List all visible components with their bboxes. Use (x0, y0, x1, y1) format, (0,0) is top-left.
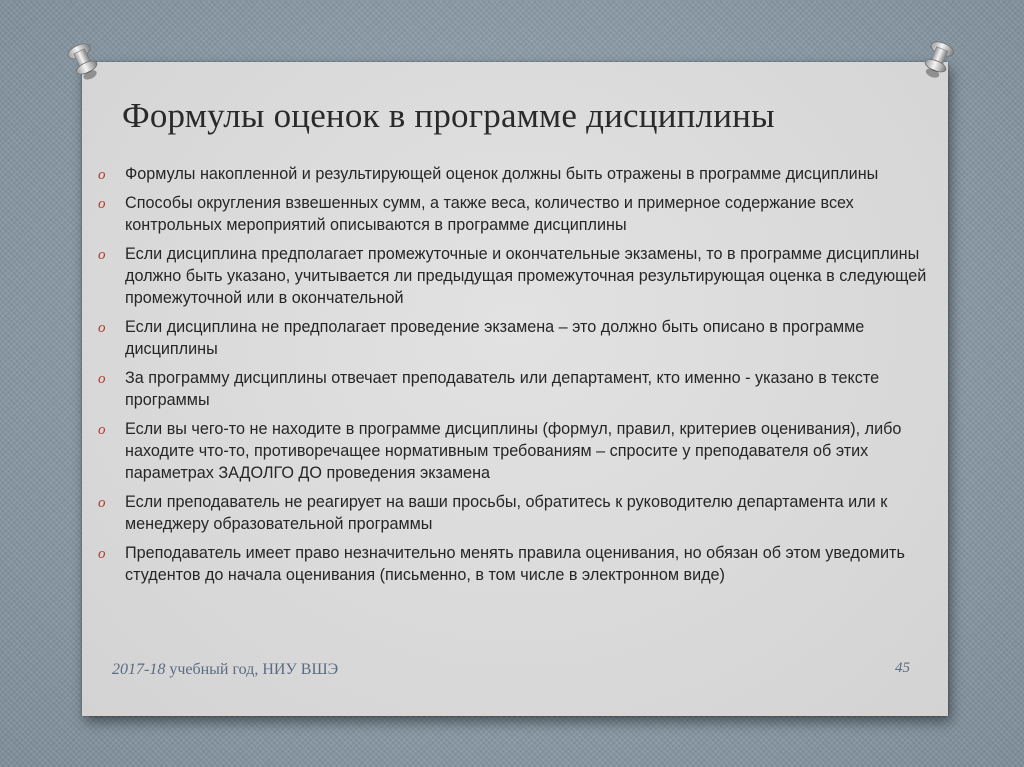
bullet-text: Если дисциплина предполагает промежуточные и окончательные экзамены, то в программе дисциплины должно быть указано, учитывается ли предыдущая промежуточная результирующая оценка в следующей промежуточной или в окончательной (125, 245, 927, 307)
bullet-text: Если вы чего-то не находите в программе дисциплины (формул, правил, критериев оценивания), либо находите что-то, противоречащее нормативным требованиям – спросите у преподавателя об этих параметрах ЗАДОЛГО ДО проведения экзамена (125, 420, 902, 482)
bullet-item (95, 418, 935, 484)
bullet-marker-icon: o (98, 247, 106, 263)
slide-number: 45 (895, 660, 910, 676)
bullet-marker-icon: o (98, 371, 106, 387)
bullet-item (95, 542, 935, 586)
slide-footer (112, 661, 338, 679)
bullet-item (95, 243, 935, 309)
bullet-marker-icon: o (98, 196, 106, 212)
bullet-list (95, 163, 935, 593)
slide-title: Формулы оценок в программе дисциплины (122, 96, 775, 135)
bullet-item (95, 316, 935, 360)
bullet-item (95, 491, 935, 535)
footer-year: 2017-18 (112, 661, 166, 678)
bullet-text: Если преподаватель не реагирует на ваши просьбы, обратитесь к руководителю департамента или к менеджеру образовательной программы (125, 493, 888, 533)
bullet-text: Если дисциплина не предполагает проведение экзамена – это должно быть описано в программе дисциплины (125, 318, 865, 358)
bullet-marker-icon: o (98, 167, 106, 183)
bullet-text: Формулы накопленной и результирующей оценок должны быть отражены в программе дисциплины (125, 165, 879, 183)
bullet-item (95, 163, 935, 185)
bullet-marker-icon: o (98, 495, 106, 511)
bullet-text: Преподаватель имеет право незначительно менять правила оценивания, но обязан об этом уведомить студентов до начала оценивания (письменно, в том числе в электронном виде) (125, 544, 905, 584)
bullet-item (95, 367, 935, 411)
bullet-text: Способы округления взвешенных сумм, а также веса, количество и примерное содержание всех контрольных мероприятий описываются в программе дисциплины (125, 194, 854, 234)
bullet-marker-icon: o (98, 320, 106, 336)
bullet-marker-icon: o (98, 546, 106, 562)
bullet-marker-icon: o (98, 422, 106, 438)
bullet-text: За программу дисциплины отвечает преподаватель или департамент, кто именно - указано в тексте программы (125, 369, 880, 409)
footer-org: учебный год, НИУ ВШЭ (165, 661, 339, 678)
bullet-item (95, 192, 935, 236)
